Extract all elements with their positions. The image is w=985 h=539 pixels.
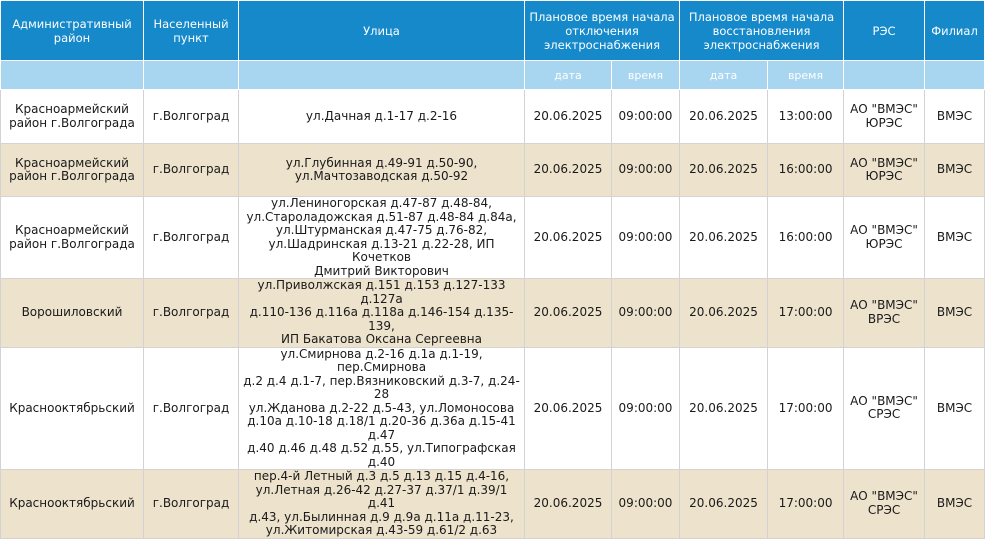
cell-off-time: 09:00:00 (612, 279, 680, 348)
cell-locality: г.Волгоград (144, 197, 239, 279)
subheader-restore-date: дата (680, 61, 768, 90)
table-header-row (1, 1, 985, 61)
header-branch: Филиал (925, 1, 985, 61)
cell-street: ул.Смирнова д.2-16 д.1а д.1-19, пер.Смирнова д.2 д.4 д.1-7, пер.Вязниковский д.3-7, д.24-28 ул.Жданова д.2-22 д.5-43, ул.Ломоносова д.10а д.10-18 д.18/1 д.20-36 д.36а д.15-41 д.47 д.40 д.46 д.48 д.52 д.55, ул.Типографская д.40 (239, 347, 525, 470)
cell-restore-time: 13:00:00 (768, 90, 844, 144)
subheader-off-time: время (612, 61, 680, 90)
cell-street: ул.Глубинная д.49-91 д.50-90, ул.Мачтозаводская д.50-92 (239, 144, 525, 197)
cell-off-time: 09:00:00 (612, 347, 680, 470)
subheader-empty (1, 61, 144, 90)
table-row (1, 144, 985, 197)
table-subheader-row (1, 61, 985, 90)
cell-district: Красноармейский район г.Волгограда (1, 144, 144, 197)
cell-restore-date: 20.06.2025 (680, 279, 768, 348)
cell-restore-date: 20.06.2025 (680, 90, 768, 144)
cell-restore-time: 17:00:00 (768, 470, 844, 539)
cell-off-date: 20.06.2025 (525, 90, 612, 144)
cell-res: АО "ВМЭС" ЮРЭС (844, 144, 925, 197)
cell-off-time: 09:00:00 (612, 90, 680, 144)
table-row (1, 347, 985, 470)
cell-street: ул.Лениногорская д.47-87 д.48-84, ул.Староладожская д.51-87 д.48-84 д.84а, ул.Штурманская д.47-75 д.76-82, ул.Шадринская д.13-21 д.22-28, ИП Кочетков Дмитрий Викторович (239, 197, 525, 279)
cell-branch: ВМЭС (925, 470, 985, 539)
subheader-empty (239, 61, 525, 90)
cell-branch: ВМЭС (925, 279, 985, 348)
cell-restore-date: 20.06.2025 (680, 470, 768, 539)
cell-district: Ворошиловский (1, 279, 144, 348)
cell-off-time: 09:00:00 (612, 470, 680, 539)
header-res: РЭС (844, 1, 925, 61)
cell-locality: г.Волгоград (144, 90, 239, 144)
cell-street: ул.Приволжская д.151 д.153 д.127-133 д.127а д.110-136 д.116а д.118а д.146-154 д.135-139, ИП Бакатова Оксана Сергеевна (239, 279, 525, 348)
cell-restore-time: 16:00:00 (768, 197, 844, 279)
cell-branch: ВМЭС (925, 90, 985, 144)
table-row (1, 197, 985, 279)
cell-res: АО "ВМЭС" ЮРЭС (844, 197, 925, 279)
table-row (1, 90, 985, 144)
subheader-empty (144, 61, 239, 90)
table-row (1, 470, 985, 539)
cell-restore-time: 17:00:00 (768, 347, 844, 470)
table-row (1, 279, 985, 348)
cell-locality: г.Волгоград (144, 470, 239, 539)
cell-branch: ВМЭС (925, 197, 985, 279)
header-off-time: Плановое время начала отключения электроснабжения (525, 1, 680, 61)
cell-street: пер.4-й Летный д.3 д.5 д.13 д.15 д.4-16, ул.Летная д.26-42 д.27-37 д.37/1 д.39/1 д.41 д.43, ул.Былинная д.9 д.9а д.11а д.11-23, ул.Житомирская д.43-59 д.61/2 д.63 (239, 470, 525, 539)
header-district: Административный район (1, 1, 144, 61)
cell-off-date: 20.06.2025 (525, 470, 612, 539)
subheader-empty (844, 61, 925, 90)
cell-locality: г.Волгоград (144, 347, 239, 470)
cell-district: Красноармейский район г.Волгограда (1, 197, 144, 279)
subheader-empty (925, 61, 985, 90)
cell-locality: г.Волгоград (144, 144, 239, 197)
cell-off-time: 09:00:00 (612, 197, 680, 279)
header-restore-time: Плановое время начала восстановления электроснабжения (680, 1, 844, 61)
cell-off-date: 20.06.2025 (525, 347, 612, 470)
cell-street: ул.Дачная д.1-17 д.2-16 (239, 90, 525, 144)
cell-res: АО "ВМЭС" ВРЭС (844, 279, 925, 348)
cell-restore-time: 16:00:00 (768, 144, 844, 197)
cell-res: АО "ВМЭС" СРЭС (844, 347, 925, 470)
cell-res: АО "ВМЭС" ЮРЭС (844, 90, 925, 144)
header-street: Улица (239, 1, 525, 61)
cell-restore-date: 20.06.2025 (680, 144, 768, 197)
cell-branch: ВМЭС (925, 144, 985, 197)
cell-off-time: 09:00:00 (612, 144, 680, 197)
subheader-restore-time: время (768, 61, 844, 90)
cell-off-date: 20.06.2025 (525, 144, 612, 197)
cell-district: Краснооктябрьский (1, 470, 144, 539)
cell-res: АО "ВМЭС" СРЭС (844, 470, 925, 539)
cell-restore-date: 20.06.2025 (680, 347, 768, 470)
cell-branch: ВМЭС (925, 347, 985, 470)
cell-restore-date: 20.06.2025 (680, 197, 768, 279)
cell-district: Краснооктябрьский (1, 347, 144, 470)
cell-district: Красноармейский район г.Волгограда (1, 90, 144, 144)
cell-restore-time: 17:00:00 (768, 279, 844, 348)
cell-off-date: 20.06.2025 (525, 279, 612, 348)
header-locality: Населенный пункт (144, 1, 239, 61)
subheader-off-date: дата (525, 61, 612, 90)
cell-locality: г.Волгоград (144, 279, 239, 348)
cell-off-date: 20.06.2025 (525, 197, 612, 279)
